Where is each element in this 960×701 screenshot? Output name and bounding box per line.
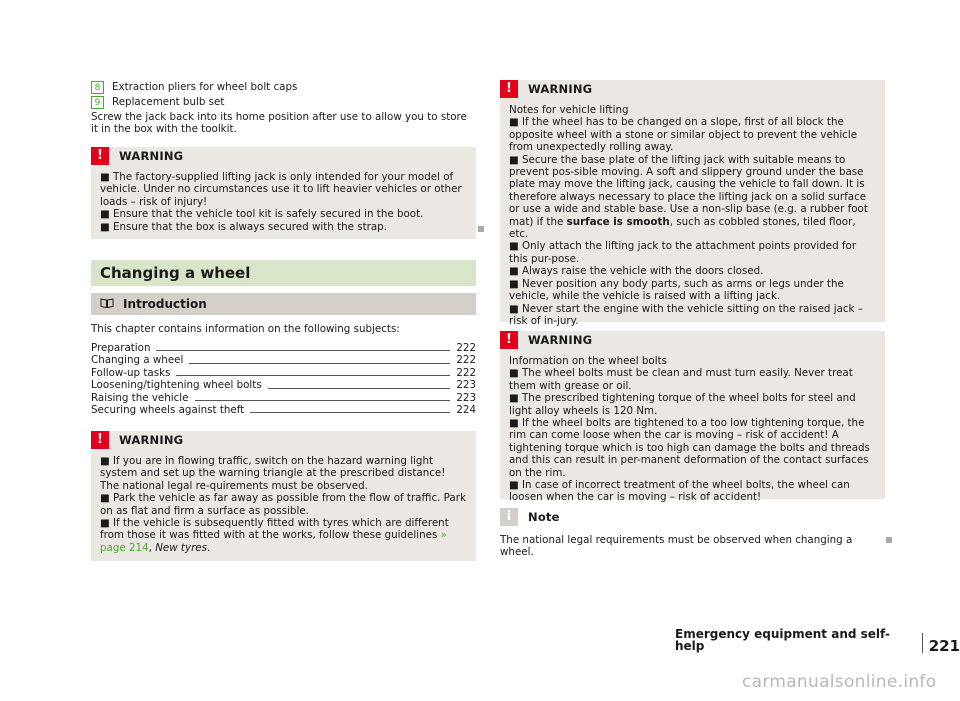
warning-title: WARNING <box>119 148 184 163</box>
toc-row[interactable] <box>91 392 476 404</box>
warning-line: ■ If the wheel bolts are tightened to a too low tightening torque, the rim can come loose when the car is moving – risk of accident! A tightening torque which is too high can damage the bolts and threads and this can result in per-manent deformation of the contact surfaces on the rim. <box>509 417 870 479</box>
toc-label: Loosening/tightening wheel bolts <box>91 379 262 392</box>
toc-label: Follow-up tasks <box>91 366 171 379</box>
numbered-list <box>91 80 476 110</box>
warning-line: ■ The wheel bolts must be clean and must turn easily. Never treat them with grease or oil. <box>509 367 853 392</box>
toc-row[interactable] <box>91 379 476 391</box>
warning-text: ■ If the vehicle is subsequently fitted with tyres which are different from those it was fitted with at the works, follow these guidelines <box>100 517 449 542</box>
toc-leader <box>268 388 451 389</box>
list-number: 9 <box>91 96 104 109</box>
warning-line: ■ Always raise the vehicle with the doors closed. <box>509 265 764 278</box>
end-marker <box>886 537 892 543</box>
intro-title: Introduction <box>123 297 207 311</box>
period: . <box>207 541 211 554</box>
intro-header <box>91 293 476 315</box>
info-icon: i <box>500 508 518 526</box>
warning-box-traffic <box>91 431 476 561</box>
toc-label: Preparation <box>91 341 151 354</box>
toc-page: 224 <box>456 403 476 416</box>
warning-line: ■ Never start the engine with the vehicle sitting on the raised jack – risk of in-jury. <box>509 302 863 327</box>
warning-header <box>500 80 885 98</box>
footer-divider <box>922 633 923 653</box>
toc-page: 222 <box>456 341 476 354</box>
link-title: New tyres <box>155 541 207 554</box>
note-text: The national legal requirements must be observed when changing a wheel. <box>500 534 853 559</box>
warning-line: ■ If you are in flowing traffic, switch on the hazard warning light system and set up the warning triangle at the prescribed distance! The national legal re-quirements must be observed. <box>100 455 446 492</box>
note-header <box>500 508 885 526</box>
warning-icon: ! <box>500 331 518 349</box>
warning-line: ■ The factory-supplied lifting jack is only intended for your model of vehicle. Under no circumstances use it to lift heavier vehicles or other loads – risk of injury! <box>100 171 462 208</box>
warning-text: ■ Secure the base plate of the lifting jack with suitable means to prevent pos-sible moving. A soft and slippery ground under the base plate may move the lifting jack, causing the vehicle to fall down. It is therefore always necessary to place the lifting jack on a solid surface or use a wide and stable base. Use a non-slip base (e.g. a rubber foot mat) if the <box>509 153 868 228</box>
list-item <box>91 95 476 110</box>
warning-line: ■ Ensure that the box is always secured with the strap. <box>100 220 387 233</box>
warning-header <box>500 331 885 349</box>
warning-line <box>509 154 876 241</box>
toc-label: Changing a wheel <box>91 354 184 367</box>
warning-icon: ! <box>500 80 518 98</box>
end-marker <box>478 226 484 232</box>
toc-leader <box>156 350 450 351</box>
page-number: 221 <box>928 637 960 656</box>
toc-leader <box>176 375 450 376</box>
warning-line: ■ Only attach the lifting jack to the attachment points provided for this pur-pose. <box>509 240 857 265</box>
toc-label: Raising the vehicle <box>91 391 189 404</box>
warning-title: WARNING <box>528 332 593 347</box>
warning-icon: ! <box>91 431 109 449</box>
toc-row[interactable] <box>91 342 476 354</box>
page-footer <box>675 627 960 656</box>
toc-row[interactable] <box>91 354 476 366</box>
toc-page: 222 <box>456 366 476 379</box>
warning-line: ■ Ensure that the vehicle tool kit is safely secured in the boot. <box>100 208 424 221</box>
toc-leader <box>195 400 451 401</box>
warning-heading: Notes for vehicle lifting <box>509 104 629 116</box>
warning-box-wheel-bolts <box>500 331 885 504</box>
footer-section-title: Emergency equipment and self-help <box>675 627 891 654</box>
jack-paragraph: Screw the jack back into its home position after use to allow you to store it in the box with the toolkit. <box>91 111 467 136</box>
watermark: carmanualsonline.info <box>742 672 937 692</box>
warning-line: ■ In case of incorrect treatment of the wheel bolts, the wheel can loosen when the car is moving – risk of accident! <box>509 479 850 504</box>
intro-text: This chapter contains information on the following subjects: <box>91 323 400 335</box>
warning-title: WARNING <box>528 81 593 96</box>
warning-title: WARNING <box>119 432 184 447</box>
toc-row[interactable] <box>91 404 476 416</box>
toc-page: 222 <box>456 354 476 367</box>
warning-text: , such as cobbled stones, tiled floor, etc. <box>509 215 856 241</box>
list-text: Replacement bulb set <box>112 96 225 109</box>
toc-page: 223 <box>456 379 476 392</box>
warning-box-lifting <box>500 80 885 327</box>
list-text: Extraction pliers for wheel bolt caps <box>112 81 298 94</box>
toc-leader <box>250 412 450 413</box>
warning-line <box>100 517 467 554</box>
warning-header <box>91 431 476 449</box>
toc-page: 223 <box>456 391 476 404</box>
warning-emphasis: surface is smooth <box>566 215 670 228</box>
warning-line: ■ The prescribed tightening torque of the wheel bolts for steel and light alloy wheels is 120 Nm. <box>509 392 856 417</box>
warning-icon: ! <box>91 147 109 165</box>
list-number: 8 <box>91 81 104 94</box>
toc-list <box>91 342 476 416</box>
separator: , <box>148 541 156 554</box>
warning-header <box>91 147 476 165</box>
note-title: Note <box>528 509 560 524</box>
warning-line: ■ Park the vehicle as far away as possible from the flow of traffic. Park on as flat and firm a surface as possible. <box>100 492 466 517</box>
book-icon <box>100 293 114 315</box>
page-link[interactable]: » page 214 <box>100 529 447 554</box>
toc-label: Securing wheels against theft <box>91 403 245 416</box>
toc-leader <box>189 363 450 364</box>
warning-box-jack <box>91 147 476 239</box>
warning-line: ■ If the wheel has to be changed on a slope, first of all block the opposite wheel with a stone or similar object to prevent the vehicle from unexpectedly rolling away. <box>509 116 858 154</box>
list-item <box>91 80 476 95</box>
warning-heading: Information on the wheel bolts <box>509 355 667 367</box>
warning-line: ■ Never position any body parts, such as arms or legs under the vehicle, while the vehicle is raised with a lifting jack. <box>509 277 844 303</box>
toc-row[interactable] <box>91 367 476 379</box>
section-title: Changing a wheel <box>91 260 476 286</box>
